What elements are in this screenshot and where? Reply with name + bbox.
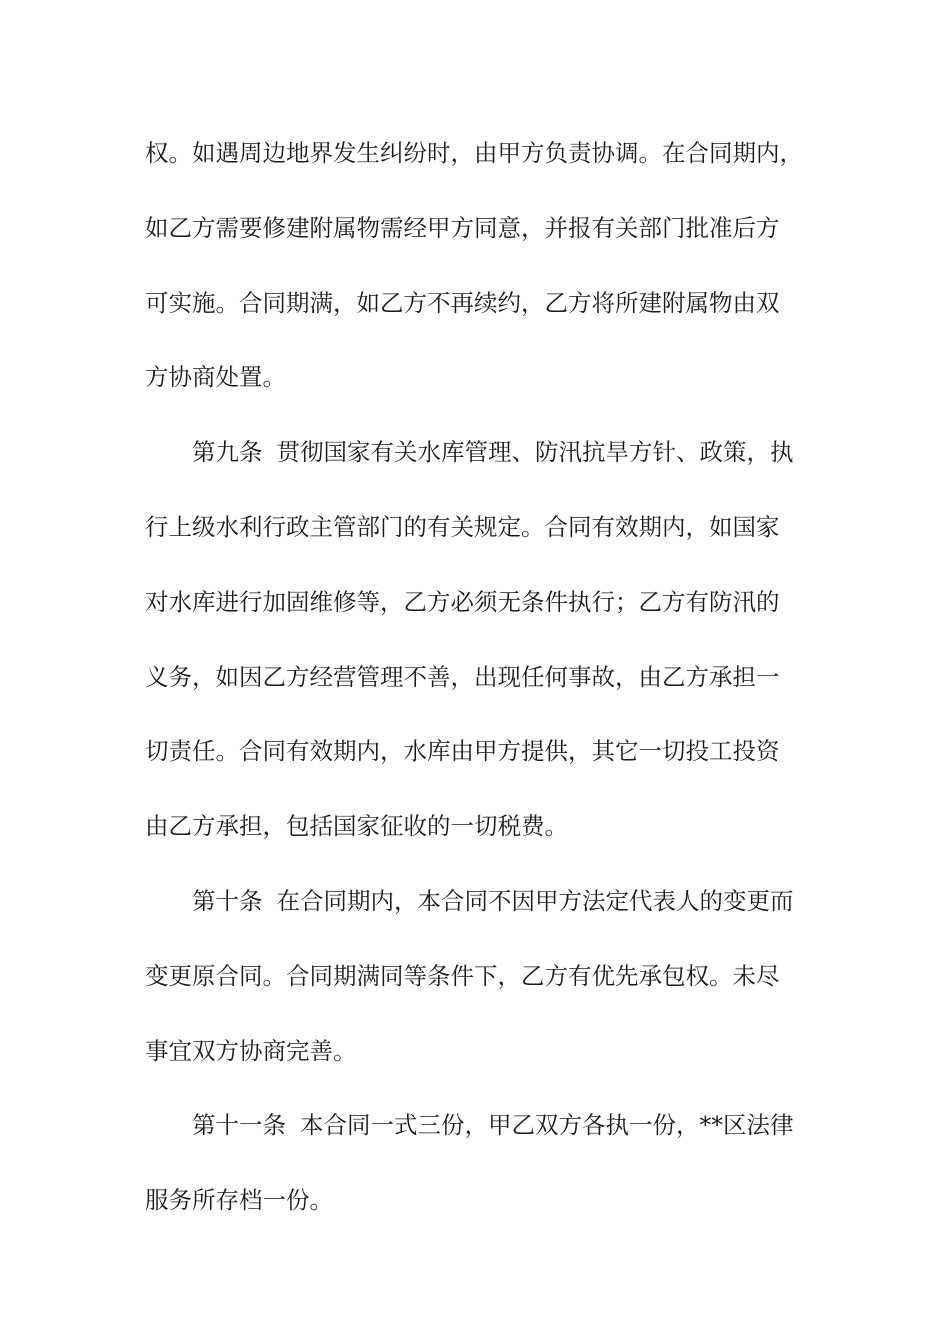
- text-line: 服务所存档一份。: [145, 1186, 333, 1215]
- text-line: 权。如遇周边地界发生纠纷时，由甲方负责协调。在合同期内，: [145, 139, 803, 167]
- text-line: 方协商处置。: [145, 363, 286, 392]
- document-body: [145, 116, 810, 1238]
- text-line: 行上级水利行政主管部门的有关规定。合同有效期内，如国家: [145, 512, 780, 541]
- text-line: 变更原合同。合同期满同等条件下，乙方有优先承包权。未尽: [145, 961, 780, 990]
- article-10-first-line: [145, 864, 810, 939]
- text-line: 可实施。合同期满，如乙方不再续约，乙方将所建附属物由双: [145, 288, 780, 317]
- text-line: 对水库进行加固维修等，乙方必须无条件执行；乙方有防汛的: [145, 587, 780, 616]
- article-9-first-line: [145, 415, 810, 490]
- article-9-text: 贯彻国家有关水库管理、防汛抗旱方针、政策，执: [276, 438, 794, 467]
- article-11-label: 第十一条: [192, 1111, 286, 1140]
- article-11-first-line: [145, 1088, 810, 1163]
- text-line: 义务，如因乙方经营管理不善，出现任何事故，由乙方承担一: [145, 662, 780, 691]
- text-line: 如乙方需要修建附属物需经甲方同意，并报有关部门批准后方: [145, 213, 780, 242]
- article-10-text: 在合同期内，本合同不因甲方法定代表人的变更而: [276, 886, 794, 915]
- article-10-label: 第十条: [192, 886, 263, 915]
- text-line: 由乙方承担，包括国家征收的一切税费。: [145, 812, 568, 841]
- text-line: 切责任。合同有效期内，水库由甲方提供，其它一切投工投资: [145, 737, 780, 766]
- text-line: 事宜双方协商完善。: [145, 1036, 357, 1065]
- article-11-text: 本合同一式三份，甲乙双方各执一份，**区法律: [300, 1111, 794, 1140]
- article-9-label: 第九条: [192, 438, 263, 467]
